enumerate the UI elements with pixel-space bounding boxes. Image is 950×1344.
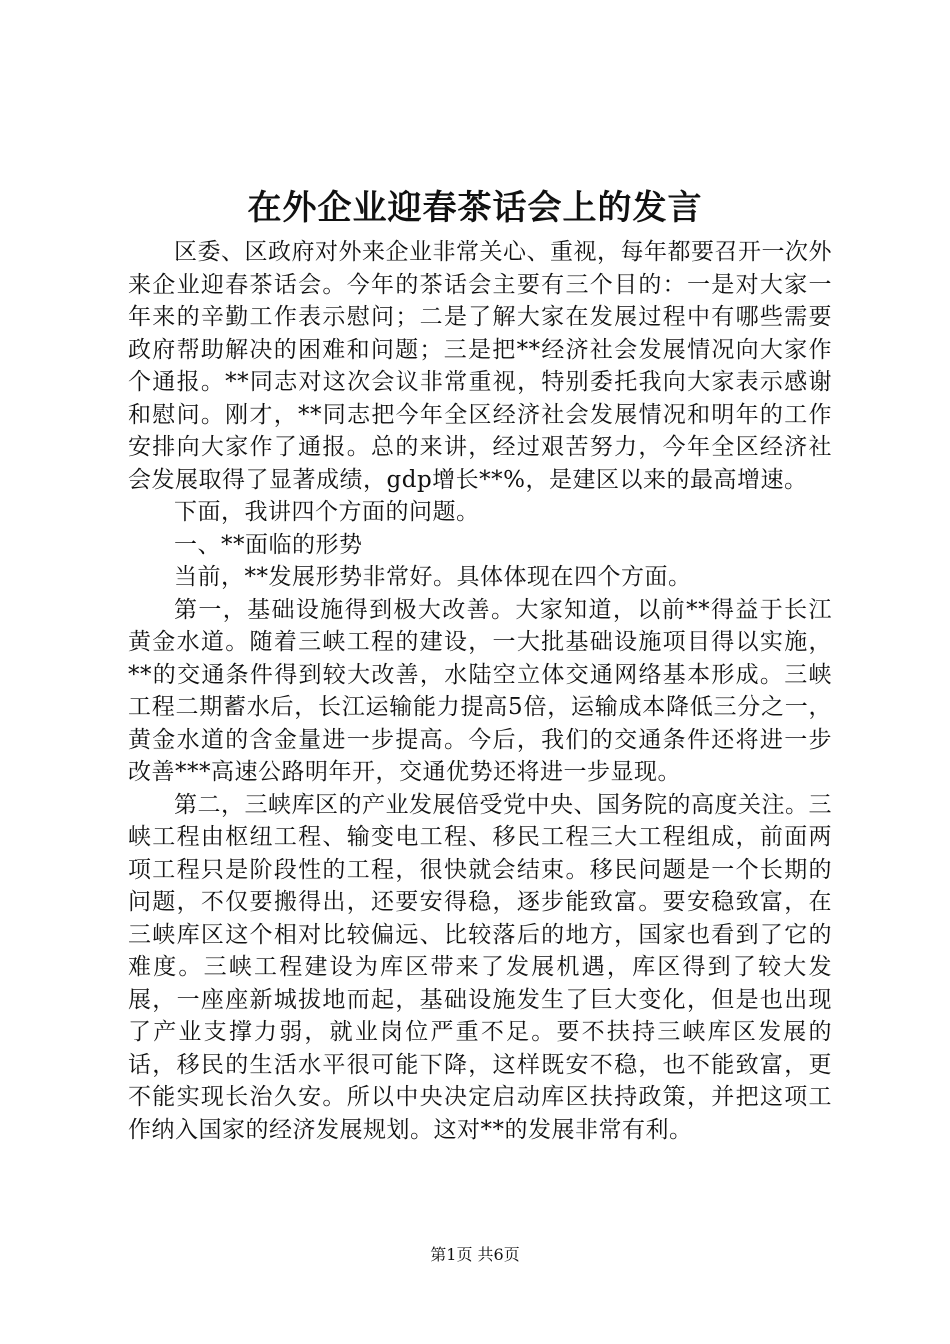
document-body bbox=[128, 236, 832, 1146]
section-heading: 一、**面临的形势 bbox=[174, 531, 363, 558]
paragraph: 第一，基础设施得到极大改善。大家知道，以前**得益于长江黄金水道。随着三峡工程的建设，一大批基础设施项目得以实施，**的交通条件得到较大改善，水陆空立体交通网络基本形成。三峡工程二期蓄水后，长江运输能力提高5倍，运输成本降低三分之一，黄金水道的含金量进一步提高。今后，我们的交通条件还将进一步改善***高速公路明年开，交通优势还将进一步显现。 bbox=[128, 596, 832, 785]
paragraph: 区委、区政府对外来企业非常关心、重视，每年都要召开一次外来企业迎春茶话会。今年的茶话会主要有三个目的：一是对大家一年来的辛勤工作表示慰问；二是了解大家在发展过程中有哪些需要政府帮助解决的困难和问题；三是把**经济社会发展情况向大家作个通报。**同志对这次会议非常重视，特别委托我向大家表示感谢和慰问。刚才，**同志把今年全区经济社会发展情况和明年的工作安排向大家作了通报。总的来讲，经过艰苦努力，今年全区经济社会发展取得了显著成绩，gdp增长**%，是建区以来的最高增速。 bbox=[128, 239, 832, 493]
paragraph: 当前，**发展形势非常好。具体体现在四个方面。 bbox=[174, 564, 692, 590]
page-footer: 第1页 共6页 bbox=[430, 1245, 520, 1264]
document-title: 在外企业迎春茶话会上的发言 bbox=[247, 188, 703, 228]
paragraph: 下面，我讲四个方面的问题。 bbox=[174, 499, 480, 525]
paragraph: 第二，三峡库区的产业发展倍受党中央、国务院的高度关注。三峡工程由枢纽工程、输变电工程、移民工程三大工程组成，前面两项工程只是阶段性的工程，很快就会结束。移民问题是一个长期的问题，不仅要搬得出，还要安得稳，逐步能致富。要安稳致富，在三峡库区这个相对比较偏远、比较落后的地方，国家也看到了它的难度。三峡工程建设为库区带来了发展机遇，库区得到了较大发展，一座座新城拔地而起，基础设施发生了巨大变化，但是也出现了产业支撑力弱，就业岗位严重不足。要不扶持三峡库区发展的话，移民的生活水平很可能下降，这样既安不稳，也不能致富，更不能实现长治久安。所以中央决定启动库区扶持政策，并把这项工作纳入国家的经济发展规划。这对**的发展非常有利。 bbox=[128, 791, 832, 1143]
